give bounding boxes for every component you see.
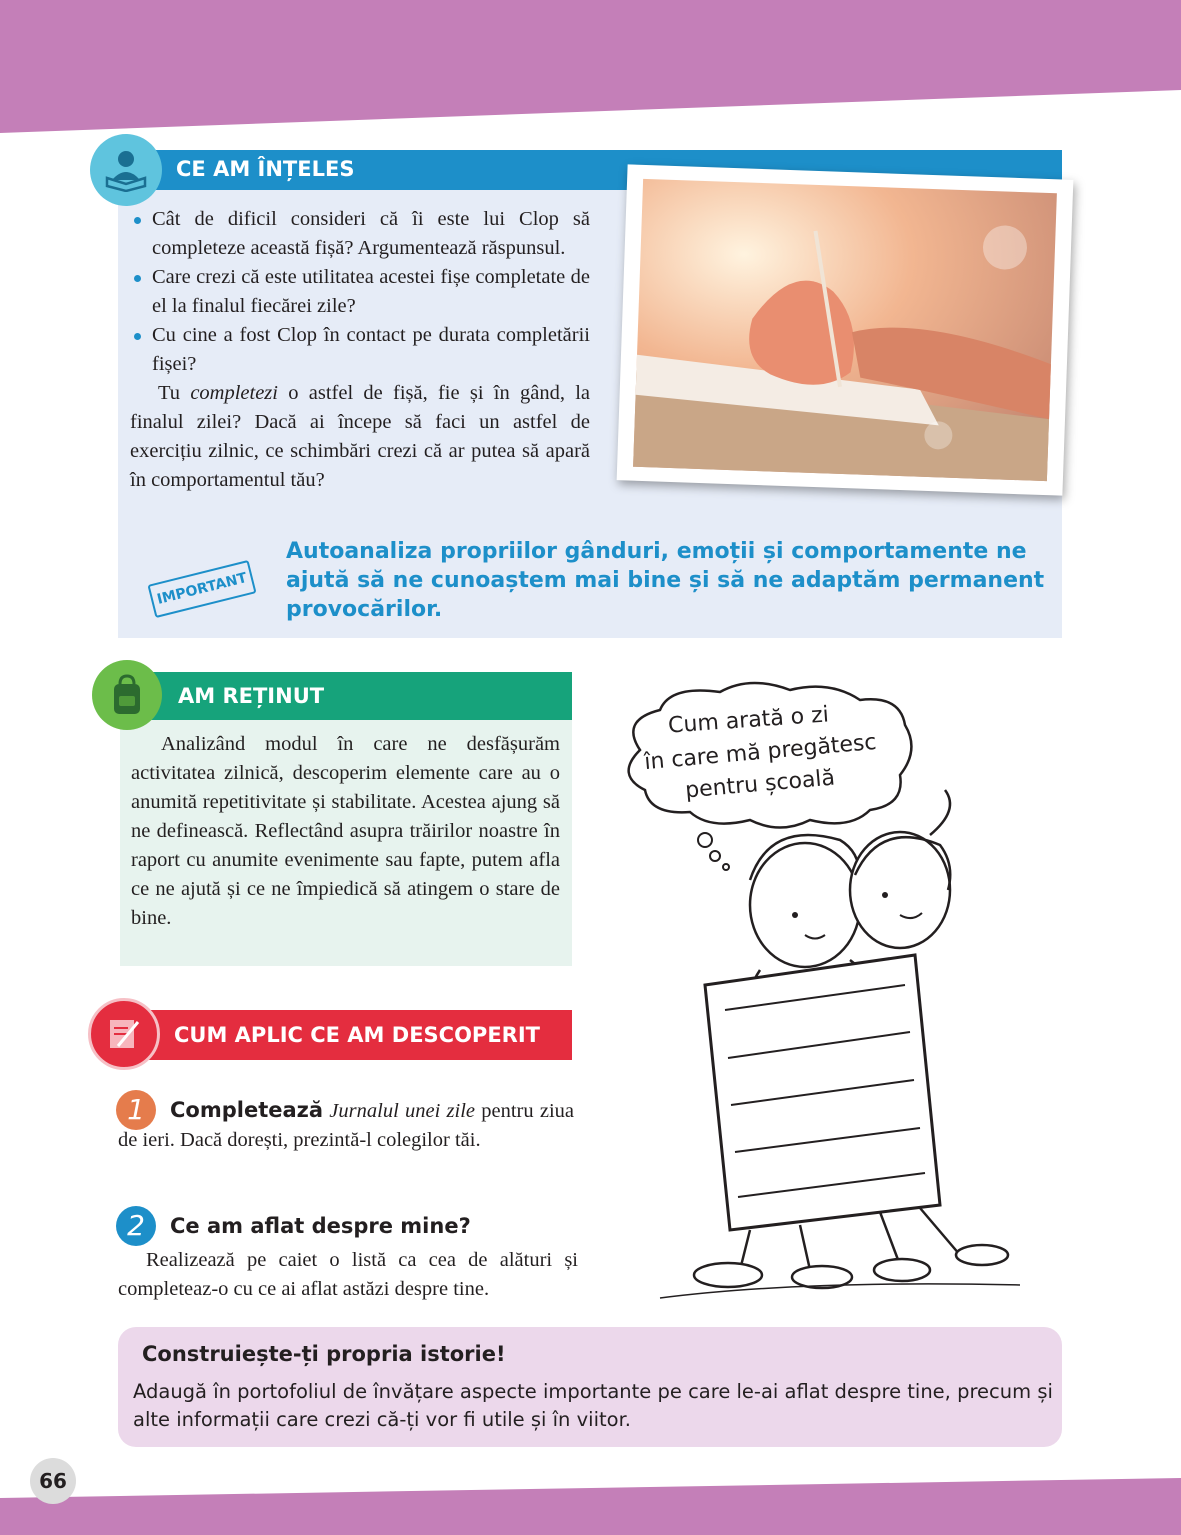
exercise-2-text: Realizează pe caiet o listă ca cea de alături și completeaz-o cu ce ai aflat astăzi despre tine. <box>118 1249 578 1300</box>
pencil-paper-icon <box>88 998 160 1070</box>
exercise-1-italic: Jurnalul unei zile <box>329 1100 476 1122</box>
top-band <box>0 0 1181 140</box>
retained-heading-bar <box>120 672 572 720</box>
understood-heading: CE AM ÎNȚELES <box>176 157 355 181</box>
reflection-paragraph: Tu completezi o astfel de fișă, fie și în gând, la finalul zilei? Dacă ai începe să faci un astfel de exercițiu zilnic, ce schimbări crezi că ar putea să apară în comportamentul tău? <box>130 382 590 491</box>
exercise-2-number: 2 <box>116 1206 156 1246</box>
exercise-2-title: Ce am aflat despre mine? <box>170 1214 471 1238</box>
exercise-1-text: Completează Jurnalul unei zile pentru ziua de ieri. Dacă dorești, prezintă-l colegilor tăi. <box>118 1098 575 1151</box>
exercise-1-verb: Completează <box>170 1098 324 1122</box>
understood-questions <box>130 205 590 495</box>
bubble-line-2: în care mă pregătesc <box>643 729 878 776</box>
exercise-1-number: 1 <box>116 1090 156 1130</box>
question-item: Cu cine a fost Clop în contact pe durata completării fișei? <box>130 321 590 379</box>
apply-heading: CUM APLIC CE AM DESCOPERIT <box>174 1023 540 1047</box>
retained-heading: AM REȚINUT <box>178 684 325 708</box>
apply-heading-bar <box>120 1010 572 1060</box>
important-stamp: IMPORTANT <box>147 560 256 618</box>
portfolio-title: Construiește-ți propria istorie! <box>142 1342 506 1366</box>
portfolio-text: Adaugă în portofoliul de învățare aspecte importante pe care le-ai aflat despre tine, precum și alte informații care crezi că-ți vor fi utile și în viitor. <box>133 1380 1053 1431</box>
question-item: Cât de dificil consideri că îi este lui Clop să completeze această fișă? Argumentează răspunsul. <box>130 205 590 263</box>
bottom-band <box>0 1470 1181 1535</box>
reading-person-icon <box>90 134 162 206</box>
backpack-icon <box>92 660 162 730</box>
bubble-line-3: pentru școală <box>684 765 836 804</box>
important-text: Autoanaliza propriilor gânduri, emoții și comportamente ne ajută să ne cunoaștem mai bine și să ne adaptăm permanent provocărilor. <box>286 539 1045 622</box>
italic-word: completezi <box>190 382 278 404</box>
writing-photo <box>617 164 1074 495</box>
bubble-line-1: Cum arată o zi <box>667 702 830 739</box>
question-item: Care crezi că este utilitatea acestei fișe completate de el la finalul fiecărei zile? <box>130 263 590 321</box>
retained-text: Analizând modul în care ne desfășurăm activitatea zilnică, descoperim elemente care au o anumită repetitivitate și stabilitate. Acestea ajung să ne definească. Reflectând asupra trăirilor noastre în raport cu anumite evenimente sau fapte, putem afla ce ne ajută și ce ne împiedică să atingem o stare de bine. <box>131 733 560 929</box>
page-number: 66 <box>30 1458 76 1504</box>
